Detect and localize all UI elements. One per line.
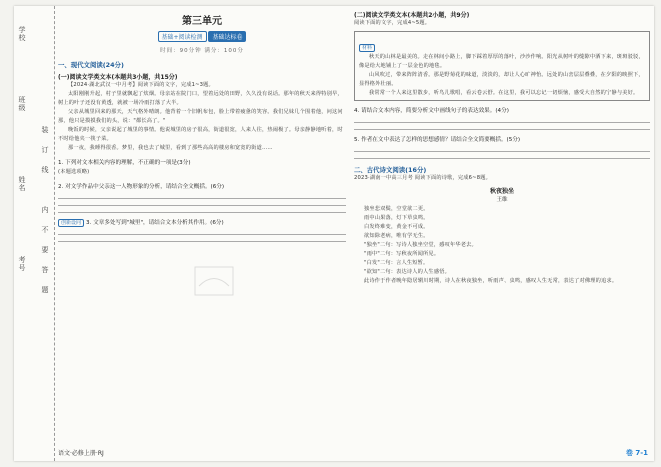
passage-box xyxy=(354,31,650,101)
question-5: 5. 作者在文中表达了怎样的思想感情？请结合全文简要概括。(5分) xyxy=(354,137,521,143)
badge-type: 基础+阅读检测 xyxy=(158,31,207,42)
passage-paragraph: 晚饭的时候，父亲说起了城里的事情。他说城里的房子很高，街道很宽，人来人往，热闹极了。母亲静静地听着，时不时给他夹一筷子菜。 xyxy=(58,127,343,142)
q-group-2-intro: 阅读下面的文字，完成4~5题。 xyxy=(354,20,431,26)
binding-margin xyxy=(14,6,55,461)
passage-paragraph: 那一夜，我睡得很香。梦里，我也去了城里，看到了那些高高的楼房和宽宽的街道…… xyxy=(68,145,273,151)
right-column xyxy=(354,6,650,286)
page-number xyxy=(626,448,648,458)
poem-background: 此诗作于作者晚年隐居辋川时期，诗人在秋夜独坐，听雨声、虫鸣，感叹人生无常，表达了对佛理的追求。 xyxy=(364,278,618,284)
page-number-value: 7-1 xyxy=(635,449,648,457)
passage-paragraph: 太阳刚刚升起，村子里就飘起了炊烟。母亲站在院门口，望着远处的田野，久久没有说话。那年的秋天来得特别早，树上的叶子还没有黄透，就被一场冷雨打落了大半。 xyxy=(58,91,343,106)
q-group-1-label: (一)阅读文学类文本(本题共3小题，共15分) xyxy=(58,74,178,81)
margin-label-school: 学校 xyxy=(18,26,26,42)
answer-line[interactable] xyxy=(58,241,346,242)
margin-label-class: 班级 xyxy=(18,96,26,112)
margin-warning-2: 订 xyxy=(41,146,49,154)
passage-intro: 【2024·湖北武汉一中月考】阅读下面的文字，完成1~3题。 xyxy=(68,82,214,88)
answer-line[interactable] xyxy=(354,129,650,130)
margin-label-name: 姓名 xyxy=(18,176,26,192)
poem-note: "独坐"二句：写诗人独坐空堂，感叹年华老去。 xyxy=(364,242,477,248)
section-2-heading: 二、古代诗文阅读(16分) xyxy=(354,166,427,174)
margin-warning-5: 不 xyxy=(41,226,49,234)
footer-book-label: 语文·必修上册·RJ xyxy=(58,450,104,457)
margin-warning-8: 题 xyxy=(41,286,49,294)
badge-row xyxy=(58,31,346,42)
left-column xyxy=(58,6,346,248)
exam-sheet xyxy=(14,6,654,461)
question-2: 2. 对文学作品中父亲这一人物形象的分析，请结合全文概括。(6分) xyxy=(58,184,225,190)
section-1-heading: 一、现代文阅读(24分) xyxy=(58,61,124,69)
material-badge: 材料 xyxy=(359,44,375,52)
answer-line[interactable] xyxy=(58,198,346,199)
answer-line[interactable] xyxy=(58,234,346,235)
poem-title: 秋夜独坐 xyxy=(489,188,514,195)
margin-warning-7: 答 xyxy=(41,266,49,274)
innovation-badge: 创新设问 xyxy=(58,219,84,227)
exam-meta: 时间：90分钟 满分：100分 xyxy=(160,48,244,54)
margin-warning-6: 要 xyxy=(41,246,49,254)
watermark-stamp xyxy=(194,266,234,296)
margin-label-id: 考号 xyxy=(18,256,26,272)
poem-intro: 2023·湖南一中高三月考 阅读下面的诗歌，完成6~8题。 xyxy=(354,175,491,181)
page-number-prefix: 卷 xyxy=(625,449,633,457)
passage-paragraph: 我常常一个人来这里散步，听鸟儿歌唱，看云卷云舒。在这里，我可以忘记一切烦恼，感受大自然的宁静与美好。 xyxy=(369,90,639,96)
poem-line: 欲知除老病，唯有学无生。 xyxy=(364,233,429,239)
poem-line: 白发终难变，黄金不可成。 xyxy=(364,224,429,230)
question-3 xyxy=(58,219,346,228)
answer-line[interactable] xyxy=(354,151,650,152)
question-1-note: (本题选项略) xyxy=(58,169,90,175)
passage-paragraph: 山风吹过，带来阵阵清香。那是野菊花的味道，淡淡的，却让人心旷神怡。远处的山峦层层叠叠，在夕阳的映照下，显得格外壮丽。 xyxy=(359,72,644,87)
q-group-2-label: (二)阅读文学类文本(本题共2小题，共9分) xyxy=(354,12,470,19)
margin-warning-1: 装 xyxy=(41,126,49,134)
poem-note: "白发"二句：言人生短暂。 xyxy=(364,260,429,266)
poem-line: 独坐悲双鬓，空堂欲二更。 xyxy=(364,206,429,212)
question-4: 4. 请结合文本内容，简要分析文中画线句子的表达效果。(4分) xyxy=(354,108,509,114)
answer-line[interactable] xyxy=(58,205,346,206)
passage-paragraph: 秋天的山林是最美的。走在林间小路上，脚下踩着厚厚的落叶，沙沙作响。阳光从树叶的缝隙中洒下来，斑斑驳驳，像是给大地铺上了一层金色的地毯。 xyxy=(359,54,644,69)
answer-line[interactable] xyxy=(354,158,650,159)
answer-line[interactable] xyxy=(354,122,650,123)
question-1: 1. 下列对文本相关内容的理解，不正确的一项是(3分) xyxy=(58,160,191,166)
margin-warning-4: 内 xyxy=(41,206,49,214)
poem-note: "欲知"二句：表达诗人的人生感悟。 xyxy=(364,269,450,275)
unit-title: 第三单元 xyxy=(182,16,222,27)
poem-author: 王维 xyxy=(496,197,508,203)
badge-level: 基础达标卷 xyxy=(208,31,246,42)
answer-line[interactable] xyxy=(58,212,346,213)
poem-line: 雨中山果落，灯下草虫鸣。 xyxy=(364,215,429,221)
margin-warning-3: 线 xyxy=(41,166,49,174)
passage-paragraph: 父亲从城里回来的那天，天气格外晴朗。他背着一个旧帆布包，脸上带着疲惫的笑容。我们兄妹几个围着他，问这问那，他只是摸摸我们的头，说："都长高了。" xyxy=(58,109,343,124)
question-3-text: 3. 文章多处写到"城里"，请结合文本分析其作用。(6分) xyxy=(86,220,224,226)
poem-note: "雨中"二句：写秋夜所闻所见。 xyxy=(364,251,440,257)
